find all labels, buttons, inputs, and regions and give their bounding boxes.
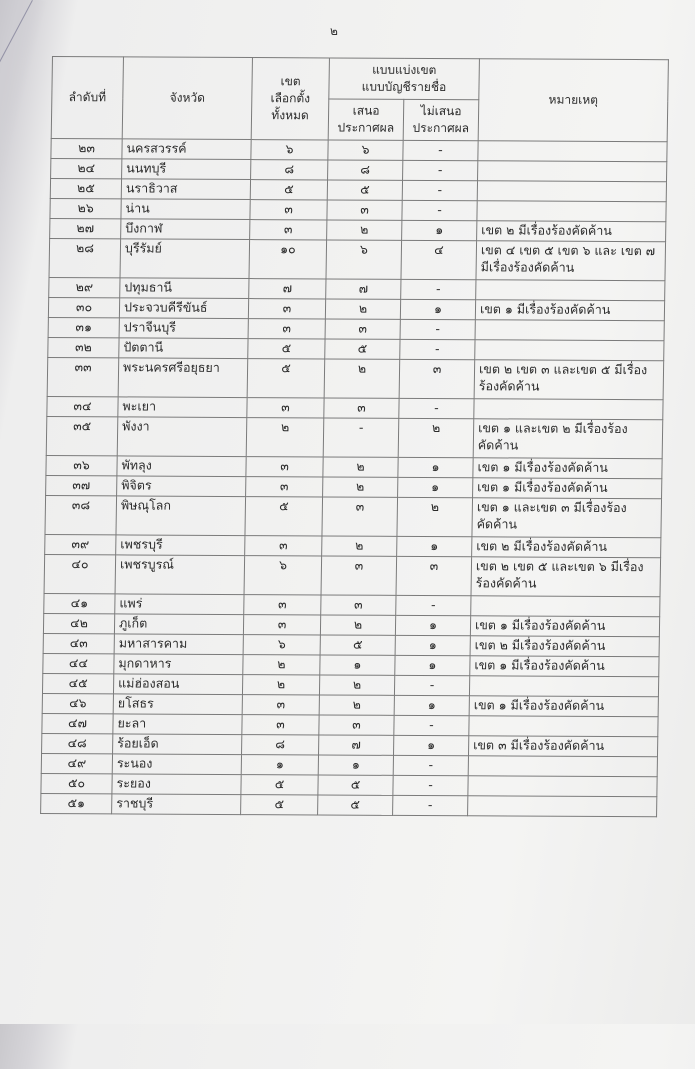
total-districts: ๓ (247, 398, 324, 418)
table-row (41, 794, 657, 817)
row-number: ๒๕ (50, 179, 121, 199)
row-number: ๒๗ (50, 219, 121, 239)
total-districts: ๕ (248, 339, 325, 359)
not-announced-count: ๑ (398, 477, 473, 497)
province-name: ปทุมธานี (120, 278, 249, 299)
province-name: ปัตตานี (119, 338, 248, 359)
row-number: ๔๒ (43, 614, 114, 634)
announced-count: ๘ (328, 160, 403, 180)
announced-count: ๕ (320, 635, 395, 655)
remarks: เขต ๑ มีเรื่องร้องคัดค้าน (470, 656, 659, 677)
announced-count: ๕ (318, 775, 393, 795)
province-name: ราชบุรี (112, 794, 241, 815)
announced-count: ๖ (326, 240, 402, 279)
announced-count: ๕ (318, 795, 393, 815)
header-not-announced-line-1: ไม่เสนอ (420, 103, 462, 119)
not-announced-count: ๑ (394, 735, 469, 755)
header-total-line-2: เลือกตั้ง (270, 91, 311, 106)
remarks (475, 320, 664, 341)
not-announced-count: - (393, 775, 468, 795)
remarks (475, 340, 664, 361)
row-number: ๔๔ (43, 654, 114, 674)
not-announced-count: - (393, 795, 468, 815)
total-districts: ๓ (242, 695, 319, 715)
announced-count: ๓ (321, 595, 396, 615)
header-announced-line-1: เสนอ (352, 103, 380, 118)
table-body (41, 139, 668, 817)
total-districts: ๑๐ (249, 240, 327, 279)
province-name: ประจวบคีรีขันธ์ (119, 298, 248, 319)
announced-count: ๗ (319, 735, 394, 755)
row-number: ๔๖ (42, 694, 113, 714)
announced-count: ๗ (326, 279, 401, 299)
remarks: เขต ๑ มีเรื่องร้องคัดค้าน (469, 696, 658, 717)
announced-count: ๒ (327, 220, 402, 240)
total-districts: ๗ (249, 279, 326, 299)
announced-count: ๒ (320, 615, 395, 635)
not-announced-count: ๑ (395, 635, 470, 655)
announced-count: ๒ (322, 536, 397, 556)
province-name: นครสวรรค์ (122, 139, 251, 160)
announced-count: ๖ (328, 140, 403, 160)
announced-count: ๒ (323, 477, 398, 497)
row-number: ๒๔ (51, 159, 122, 179)
not-announced-count: ๑ (395, 655, 470, 675)
province-name: พระนครศรีอยุธยา (118, 358, 248, 398)
not-announced-count: ๑ (400, 299, 475, 319)
header-no: ลำดับที่ (51, 57, 123, 139)
province-name: พัทลุง (117, 456, 246, 477)
row-number: ๕๐ (41, 774, 112, 794)
remarks (477, 181, 666, 202)
not-announced-count: - (393, 755, 468, 775)
row-number: ๔๐ (44, 555, 116, 594)
not-announced-count: ๑ (402, 220, 477, 240)
not-announced-count: - (401, 279, 476, 299)
row-number: ๓๔ (47, 397, 118, 417)
row-number: ๓๖ (46, 456, 117, 476)
header-not-announced-line-2: ประกาศผล (412, 120, 470, 136)
remarks: เขต ๒ มีเรื่องร้องคัดค้าน (477, 221, 666, 242)
header-total-districts (251, 58, 329, 140)
announced-count: ๕ (325, 339, 400, 359)
province-name: พิจิตร (117, 476, 246, 497)
remarks (469, 676, 658, 697)
not-announced-count: - (399, 398, 474, 418)
not-announced-count: ๓ (399, 359, 475, 398)
not-announced-count: ๑ (394, 695, 469, 715)
not-announced-count: ๓ (396, 556, 472, 595)
not-announced-count: ๔ (401, 240, 477, 279)
row-number: ๓๓ (47, 358, 119, 397)
row-number: ๔๙ (41, 754, 112, 774)
announced-count: ๒ (323, 457, 398, 477)
province-name: มหาสารคาม (114, 634, 243, 655)
row-number: ๒๓ (51, 139, 122, 159)
province-name: บุรีรัมย์ (120, 239, 250, 279)
province-name: แพร่ (115, 594, 244, 615)
remarks: เขต ๒ เขต ๓ และเขต ๕ มีเรื่องร้องคัดค้าน (474, 360, 664, 400)
remarks: เขต ๓ มีเรื่องร้องคัดค้าน (468, 736, 657, 757)
province-name: พิษณุโลก (116, 496, 246, 536)
province-name: แม่ฮ่องสอน (113, 674, 242, 695)
remarks (478, 161, 667, 182)
announced-count: ๑ (320, 655, 395, 675)
province-name: พะเยา (118, 397, 247, 418)
header-province: จังหวัด (122, 57, 252, 140)
not-announced-count: ๑ (397, 536, 472, 556)
header-announced-line-2: ประกาศผล (337, 120, 395, 135)
header-total-line-3: ทั้งหมด (271, 108, 309, 123)
announced-count: ๓ (325, 319, 400, 339)
province-name: ระนอง (112, 754, 241, 775)
total-districts: ๕ (245, 497, 323, 536)
header-group-line-2: แบบบัญชีรายชื่อ (361, 79, 447, 95)
total-districts: ๓ (248, 319, 325, 339)
row-number: ๓๙ (45, 535, 116, 555)
announced-count: ๒ (319, 695, 394, 715)
row-number: ๓๑ (48, 318, 119, 338)
total-districts: ๒ (243, 655, 320, 675)
announced-count: ๑ (318, 755, 393, 775)
row-number: ๔๑ (44, 594, 115, 614)
announced-count: ๕ (327, 180, 402, 200)
province-name: ปราจีนบุรี (119, 318, 248, 339)
total-districts: ๓ (250, 220, 327, 240)
remarks: เขต ๑ มีเรื่องร้องคัดค้าน (470, 616, 659, 637)
row-number: ๓๕ (46, 417, 118, 456)
header-remarks: หมายเหตุ (478, 59, 668, 142)
remarks: เขต ๒ เขต ๕ และเขต ๖ มีเรื่องร้องคัดค้าน (471, 557, 661, 597)
remarks: เขต ๑ และเขต ๒ มีเรื่องร้องคัดค้าน (473, 419, 663, 459)
announced-count: ๒ (324, 359, 400, 398)
table-row (46, 417, 663, 459)
announced-count: ๒ (319, 675, 394, 695)
not-announced-count: - (394, 675, 469, 695)
election-results-table (40, 56, 669, 817)
total-districts: ๘ (251, 160, 328, 180)
row-number: ๒๙ (49, 278, 120, 298)
header-group (329, 58, 480, 100)
header-group-line-1: แบบแบ่งเขต (372, 62, 437, 78)
total-districts: ๒ (246, 418, 324, 457)
row-number: ๓๗ (46, 476, 117, 496)
row-number: ๒๖ (50, 199, 121, 219)
announced-count: - (323, 418, 399, 457)
total-districts: ๖ (251, 140, 328, 160)
not-announced-count: - (394, 715, 469, 735)
remarks: เขต ๑ มีเรื่องร้องคัดค้าน (475, 300, 664, 321)
not-announced-count: - (402, 180, 477, 200)
remarks (474, 399, 663, 420)
remarks: เขต ๔ เขต ๕ เขต ๖ และ เขต ๗ มีเรื่องร้องคัดค้าน (476, 241, 666, 281)
total-districts: ๓ (248, 299, 325, 319)
total-districts: ๕ (250, 180, 327, 200)
not-announced-count: ๑ (395, 615, 470, 635)
total-districts: ๘ (242, 735, 319, 755)
total-districts: ๓ (244, 595, 321, 615)
total-districts: ๓ (245, 536, 322, 556)
total-districts: ๒ (242, 675, 319, 695)
row-number: ๓๘ (45, 496, 117, 535)
header-announced (328, 99, 404, 140)
province-name: ยะลา (113, 714, 242, 735)
province-name: เพชรบุรี (116, 535, 245, 556)
total-districts: ๖ (243, 635, 320, 655)
row-number: ๔๓ (43, 634, 114, 654)
not-announced-count: - (403, 160, 478, 180)
remarks: เขต ๑ และเขต ๓ มีเรื่องร้องคัดค้าน (472, 498, 662, 538)
not-announced-count: - (400, 339, 475, 359)
row-number: ๔๕ (42, 674, 113, 694)
province-name: นนทบุรี (122, 159, 251, 180)
total-districts: ๕ (241, 775, 318, 795)
page-number: ๒ (330, 24, 338, 38)
remarks: เขต ๑ มีเรื่องร้องคัดค้าน (473, 458, 662, 479)
row-number: ๔๘ (42, 734, 113, 754)
province-name: มุกดาหาร (114, 654, 243, 675)
row-number: ๓๐ (48, 298, 119, 318)
total-districts: ๓ (246, 477, 323, 497)
remarks (468, 756, 657, 777)
province-name: นราธิวาส (121, 179, 250, 200)
remarks: เขต ๒ มีเรื่องร้องคัดค้าน (472, 537, 661, 558)
remarks (468, 776, 657, 797)
remarks (476, 280, 665, 301)
total-districts: ๑ (241, 755, 318, 775)
row-number: ๓๒ (48, 338, 119, 358)
not-announced-count: ๒ (398, 418, 474, 457)
total-districts: ๕ (247, 359, 325, 398)
row-number: ๔๗ (42, 714, 113, 734)
table-row (44, 555, 661, 597)
total-districts: ๓ (243, 615, 320, 635)
header-not-announced (403, 99, 479, 140)
total-districts: ๕ (241, 795, 318, 815)
not-announced-count: - (402, 200, 477, 220)
remarks (471, 596, 660, 617)
total-districts: ๓ (250, 200, 327, 220)
not-announced-count: ๒ (397, 497, 473, 536)
row-number: ๕๑ (41, 794, 112, 814)
announced-count: ๒ (325, 299, 400, 319)
table-row (47, 358, 664, 400)
not-announced-count: - (403, 140, 478, 160)
total-districts: ๓ (246, 457, 323, 477)
province-name: ยโสธร (113, 694, 242, 715)
province-name: เพชรบูรณ์ (115, 555, 245, 595)
not-announced-count: - (400, 319, 475, 339)
total-districts: ๖ (244, 556, 322, 595)
remarks (477, 201, 666, 222)
province-name: น่าน (121, 199, 250, 220)
province-name: ระยอง (112, 774, 241, 795)
province-name: บึงกาฬ (121, 219, 250, 240)
province-name: พังงา (117, 417, 247, 457)
not-announced-count: ๑ (398, 457, 473, 477)
announced-count: ๓ (327, 200, 402, 220)
remarks: เขต ๑ มีเรื่องร้องคัดค้าน (473, 478, 662, 499)
table-row (49, 239, 666, 281)
province-name: ภูเก็ต (114, 614, 243, 635)
announced-count: ๓ (324, 398, 399, 418)
remarks (468, 796, 657, 817)
adjacent-page-edge (0, 0, 47, 1069)
header-total-line-1: เขต (280, 74, 301, 89)
announced-count: ๓ (321, 556, 397, 595)
announced-count: ๓ (319, 715, 394, 735)
announced-count: ๓ (322, 497, 398, 536)
remarks (469, 716, 658, 737)
table-row (45, 496, 662, 538)
total-districts: ๓ (242, 715, 319, 735)
remarks: เขต ๒ มีเรื่องร้องคัดค้าน (470, 636, 659, 657)
not-announced-count: - (396, 595, 471, 615)
row-number: ๒๘ (49, 239, 121, 278)
remarks (478, 141, 667, 162)
province-name: ร้อยเอ็ด (113, 734, 242, 755)
